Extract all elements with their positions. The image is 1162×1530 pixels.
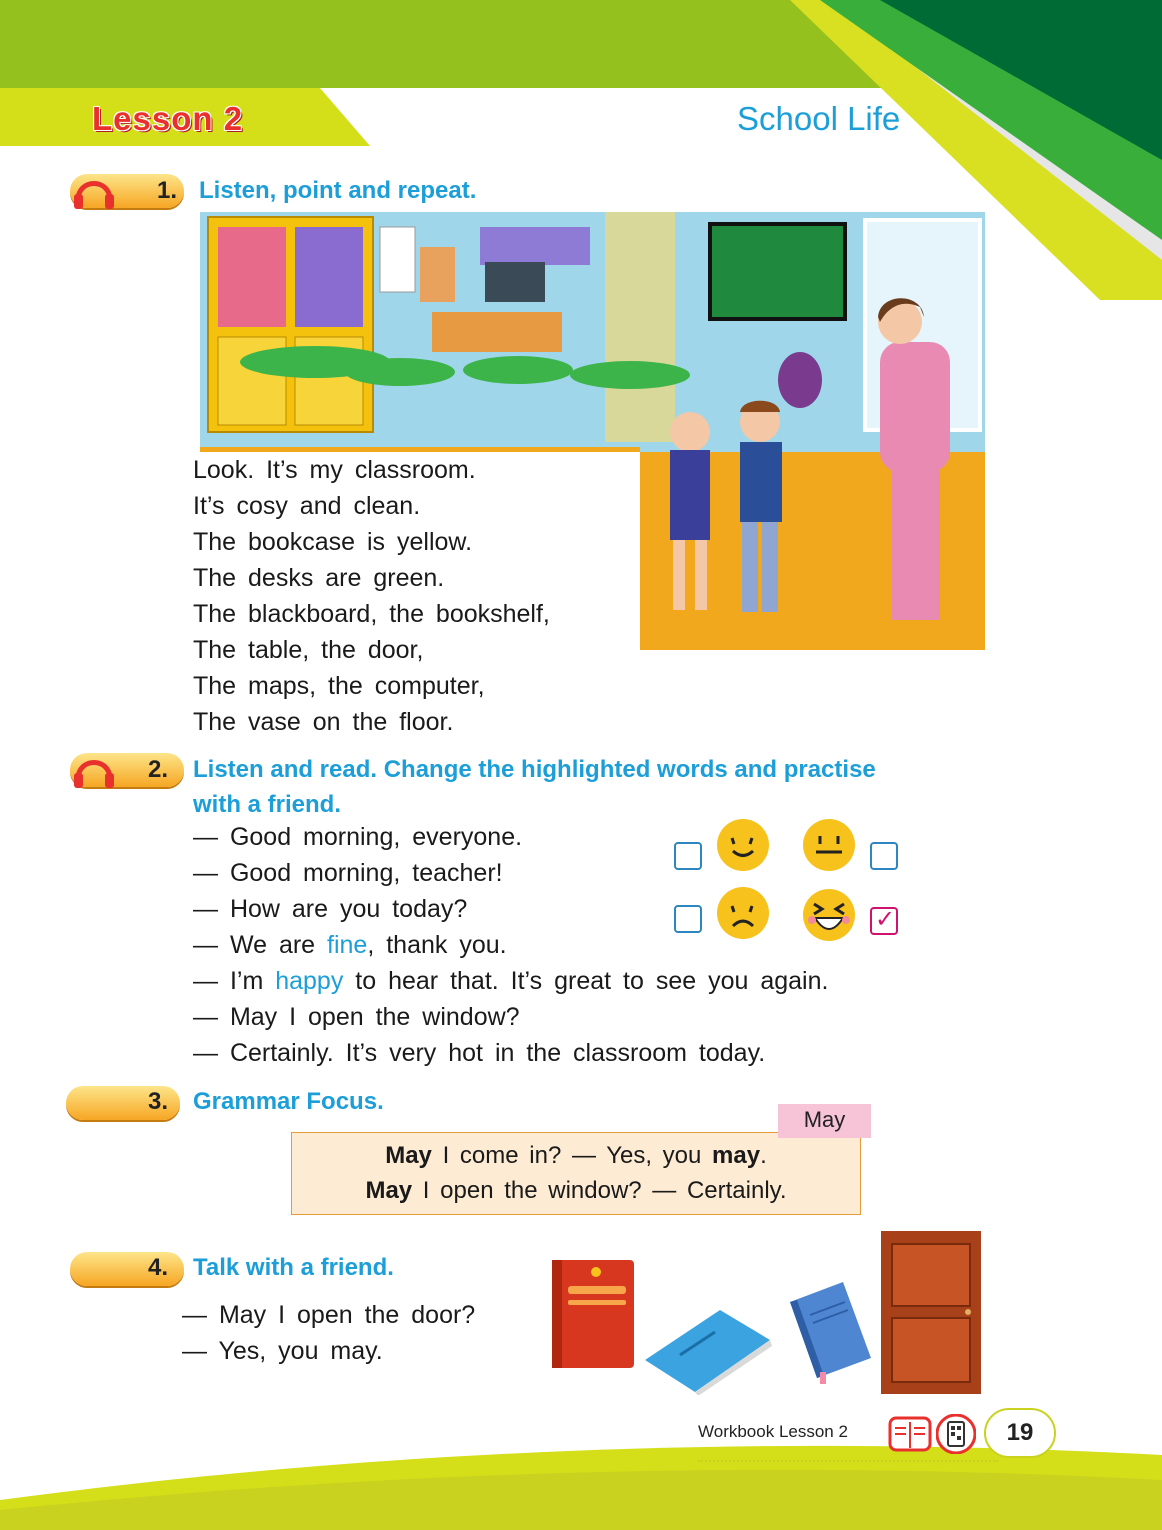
poem-line-6: The table, the door,	[193, 636, 424, 664]
checkbox-smile[interactable]	[674, 842, 702, 870]
task-1-instruction: Listen, point and repeat.	[199, 177, 477, 204]
poem-line-1: Look. It’s my classroom.	[193, 456, 476, 484]
task-4-instruction: Talk with a friend.	[193, 1254, 394, 1281]
dialogue-line-2: — Good morning, teacher!	[193, 859, 503, 887]
task-2-number: 2.	[148, 756, 169, 783]
task-2-instruction: Listen and read. Change the highlighted words and practise	[193, 756, 876, 783]
check-mark-icon: ✓	[875, 906, 896, 933]
talk-line-2: — Yes, you may.	[182, 1337, 383, 1365]
qr-phone-icon	[936, 1414, 976, 1454]
dialogue-line-3: — How are you today?	[193, 895, 468, 923]
sad-face-icon	[716, 886, 770, 940]
highlighted-word-happy: happy	[275, 967, 344, 995]
headphones-icon	[70, 170, 118, 212]
dialogue-line-5: — I’m happy to hear that. It’s great to see you again.	[193, 967, 829, 995]
grammar-focus-label: May	[778, 1104, 871, 1138]
grammar-line-2: May I open the window? — Certainly.	[365, 1177, 787, 1204]
poem-line-4: The desks are green.	[193, 564, 445, 592]
dialogue-line-1: — Good morning, everyone.	[193, 823, 523, 851]
dialogue-line-7: — Certainly. It’s very hot in the classroom today.	[193, 1039, 766, 1067]
poem-line-7: The maps, the computer,	[193, 672, 485, 700]
workbook-reference: Workbook Lesson 2	[698, 1422, 848, 1441]
checkbox-sad[interactable]	[674, 905, 702, 933]
task-3-instruction: Grammar Focus.	[193, 1088, 384, 1115]
footer-band	[0, 1440, 1162, 1530]
page-number: 19	[984, 1408, 1056, 1458]
grammar-line-1: May I come in? — Yes, you may.	[385, 1142, 767, 1169]
blue-notebook-icon	[640, 1300, 775, 1395]
red-book-icon	[550, 1258, 638, 1372]
door-icon	[880, 1230, 982, 1395]
smile-face-icon	[716, 818, 770, 872]
grammar-focus-box	[291, 1132, 861, 1215]
poem-line-8: The vase on the floor.	[193, 708, 454, 736]
task-2-instruction-cont: with a friend.	[193, 791, 342, 818]
task-1-number: 1.	[157, 177, 178, 204]
headphones-icon	[70, 749, 118, 791]
unit-title: School Life	[737, 100, 901, 137]
dialogue-line-4: — We are fine, thank you.	[193, 931, 507, 959]
checkbox-neutral[interactable]	[870, 842, 898, 870]
laughing-face-icon	[802, 888, 856, 942]
poem-line-2: It’s cosy and clean.	[193, 492, 421, 520]
task-3-number: 3.	[148, 1088, 169, 1115]
neutral-face-icon	[802, 818, 856, 872]
highlighted-word-fine: fine	[327, 931, 368, 959]
dialogue-line-6: — May I open the window?	[193, 1003, 520, 1031]
task-4-number: 4.	[148, 1254, 169, 1281]
checkbox-laughing[interactable]	[870, 907, 898, 935]
blue-book-icon	[785, 1280, 875, 1385]
footer-dotted-line	[698, 1460, 998, 1462]
poem-line-5: The blackboard, the bookshelf,	[193, 600, 550, 628]
talk-line-1: — May I open the door?	[182, 1301, 476, 1329]
workbook-icon	[888, 1416, 932, 1452]
lesson-title: Lesson 2	[92, 100, 244, 137]
poem-line-3: The bookcase is yellow.	[193, 528, 473, 556]
